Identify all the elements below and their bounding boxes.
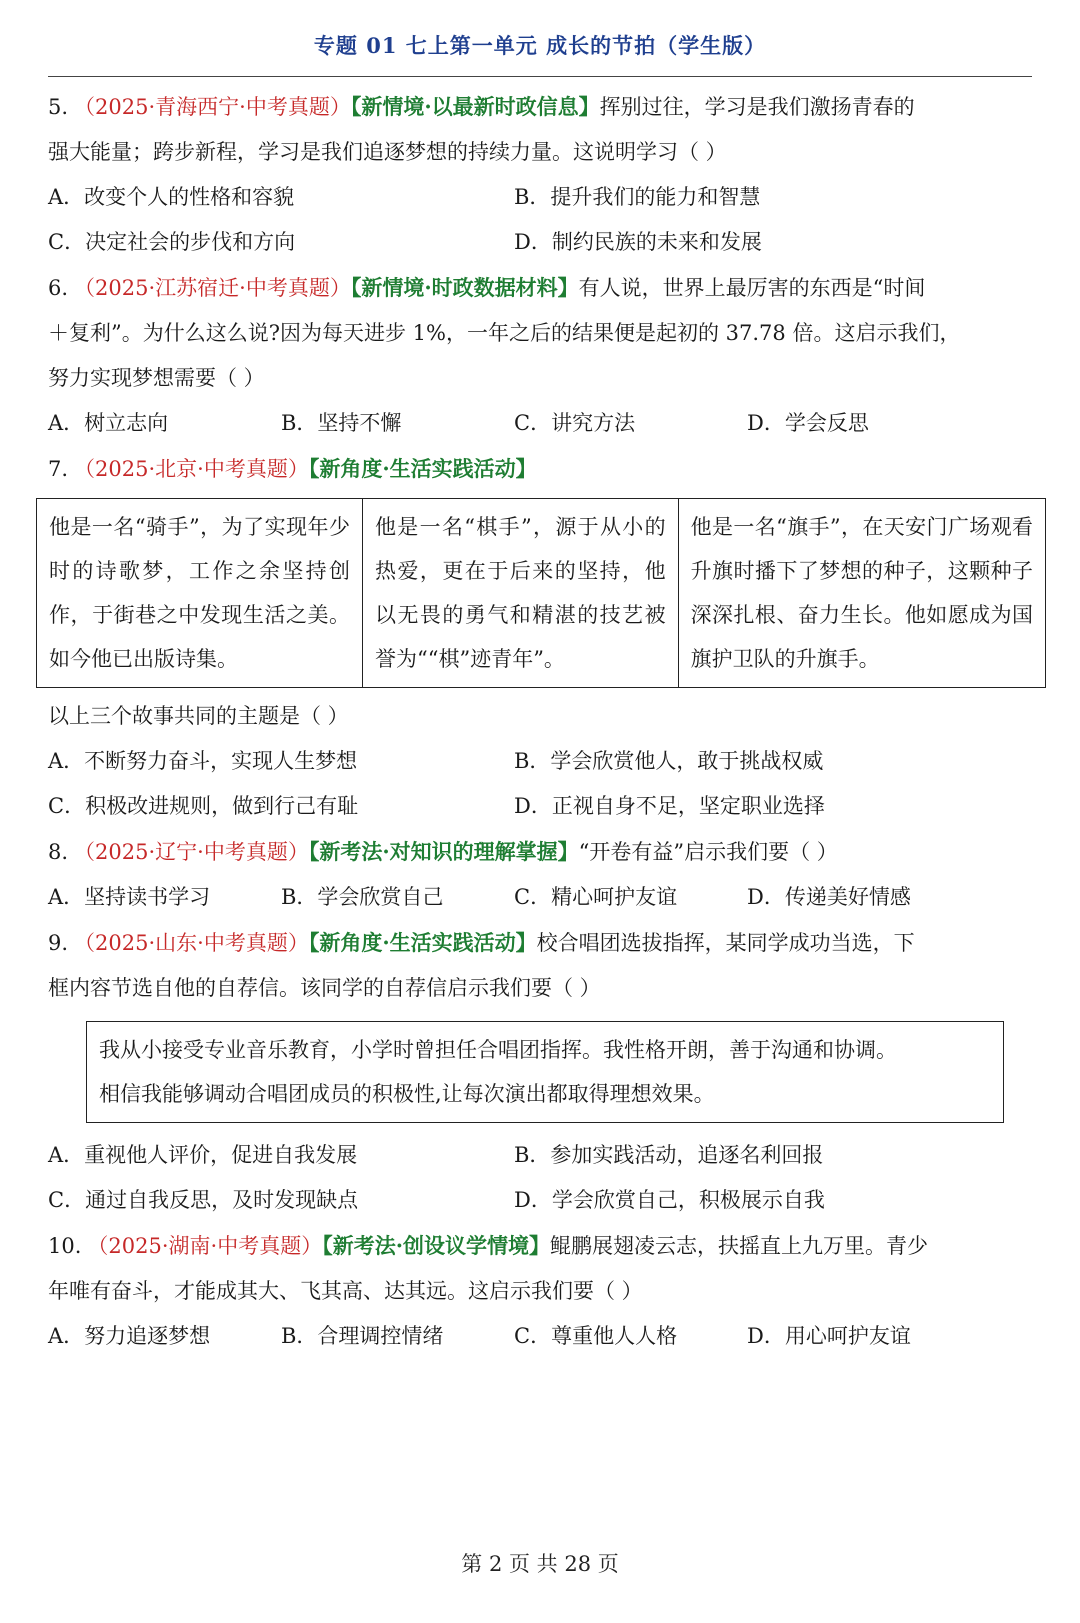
question-stem: ＋复利”。为什么这么说?因为每天进步 1%，一年之后的结果便是起初的 37.78 倍。这启示我们，	[48, 321, 961, 345]
question-tag: 【新考法·对知识的理解掌握】	[308, 839, 579, 864]
option-b: B．学会欣赏他人，敢于挑战权威	[514, 749, 824, 773]
question-8	[48, 829, 1034, 920]
question-list	[48, 84, 1034, 1359]
option-d: D．正视自身不足，坚定职业选择	[514, 794, 825, 818]
option-d: D．传递美好情感	[747, 885, 911, 909]
question-source: （2025·辽宁·中考真题）	[74, 840, 309, 864]
option-a: A．重视他人评价，促进自我发展	[48, 1143, 358, 1167]
question-tag: 【新考法·创设议学情境】	[322, 1233, 551, 1258]
option-a: A．改变个人的性格和容貌	[48, 185, 295, 209]
option-c: C．精心呵护友谊	[514, 885, 678, 909]
question-number: 9.	[48, 931, 69, 955]
question-stem: 校合唱团选拔指挥，某同学成功当选，下	[536, 931, 915, 955]
option-c: C．通过自我反思，及时发现缺点	[48, 1188, 359, 1212]
question-stem: 年唯有奋斗，才能成其大、飞其高、达其远。这启示我们要（ ）	[48, 1279, 643, 1303]
question-9	[48, 920, 1034, 1223]
header-divider	[48, 76, 1032, 77]
question-number: 10.	[48, 1234, 82, 1258]
option-a: A．坚持读书学习	[48, 885, 211, 909]
option-c: C．积极改进规则，做到行己有耻	[48, 794, 359, 818]
question-number: 5.	[48, 95, 69, 119]
question-10	[48, 1223, 1034, 1359]
option-c: C．决定社会的步伐和方向	[48, 230, 296, 254]
option-c: C．讲究方法	[514, 411, 636, 435]
question-6	[48, 265, 1034, 446]
question-stem: “开卷有益”启示我们要（ ）	[578, 840, 838, 864]
option-d: D．用心呵护友谊	[747, 1324, 911, 1348]
story-rider: 他是一名“骑手”，为了实现年少时的诗歌梦，工作之余坚持创作，于街巷之中发现生活之美。如今他已出版诗集。	[37, 499, 363, 688]
question-7	[48, 446, 1034, 829]
question-source: （2025·北京·中考真题）	[74, 457, 309, 481]
option-d: D．学会欣赏自己，积极展示自我	[514, 1188, 825, 1212]
question-source: （2025·山东·中考真题）	[74, 931, 309, 955]
question-stem: 努力实现梦想需要（ ）	[48, 366, 265, 390]
question-tag: 【新情境·时政数据材料】	[350, 275, 579, 300]
page-number: 第 2 页 共 28 页	[461, 1552, 619, 1576]
question-stem: 鲲鹏展翅凌云志，扶摇直上九万里。青少	[550, 1234, 929, 1258]
story-chess-player: 他是一名“棋手”，源于从小的热爱，更在于后来的坚持，他以无畏的勇气和精湛的技艺被誉为““棋”迹青年”。	[362, 499, 678, 688]
question-tag: 【新情境·以最新时政信息】	[350, 94, 600, 119]
option-a: A．树立志向	[48, 411, 169, 435]
question-stem: 框内容节选自他的自荐信。该同学的自荐信启示我们要（ ）	[48, 976, 601, 1000]
box-text: 我从小接受专业音乐教育，小学时曾担任合唱团指挥。我性格开朗，善于沟通和协调。	[99, 1038, 897, 1062]
option-c: C．尊重他人人格	[514, 1324, 678, 1348]
page-title: 专题 01 七上第一单元 成长的节拍（学生版）	[313, 33, 767, 58]
option-b: B．坚持不懈	[281, 411, 402, 435]
question-number: 7.	[48, 457, 69, 481]
self-recommendation-box	[86, 1021, 1004, 1123]
option-d: D．制约民族的未来和发展	[514, 230, 762, 254]
option-b: B．合理调控情绪	[281, 1324, 444, 1348]
question-stem: 挥别过往，学习是我们激扬青春的	[599, 95, 915, 119]
question-stem: 有人说，世界上最厉害的东西是“时间	[578, 276, 926, 300]
option-b: B．提升我们的能力和智慧	[514, 185, 761, 209]
question-5	[48, 84, 1034, 265]
question-number: 8.	[48, 840, 69, 864]
option-b: B．学会欣赏自己	[281, 885, 444, 909]
question-source: （2025·湖南·中考真题）	[87, 1234, 323, 1258]
question-number: 6.	[48, 276, 69, 300]
option-a: A．努力追逐梦想	[48, 1324, 211, 1348]
stories-table	[36, 498, 1046, 688]
question-tag: 【新角度·生活实践活动】	[308, 456, 537, 481]
question-stem: 强大能量；跨步新程，学习是我们追逐梦想的持续力量。这说明学习（ ）	[48, 140, 727, 164]
story-flag-bearer: 他是一名“旗手”，在天安门广场观看升旗时播下了梦想的种子，这颗种子深深扎根、奋力生长。他如愿成为国旗护卫队的升旗手。	[678, 499, 1045, 688]
box-text: 相信我能够调动合唱团成员的积极性,让每次演出都取得理想效果。	[99, 1082, 715, 1106]
option-d: D．学会反思	[747, 411, 869, 435]
question-source: （2025·江苏宿迁·中考真题）	[74, 276, 351, 300]
option-a: A．不断努力奋斗，实现人生梦想	[48, 749, 358, 773]
question-stem: 以上三个故事共同的主题是（ ）	[48, 704, 349, 728]
option-b: B．参加实践活动，追逐名利回报	[514, 1143, 824, 1167]
question-tag: 【新角度·生活实践活动】	[308, 930, 537, 955]
question-source: （2025·青海西宁·中考真题）	[74, 95, 351, 119]
